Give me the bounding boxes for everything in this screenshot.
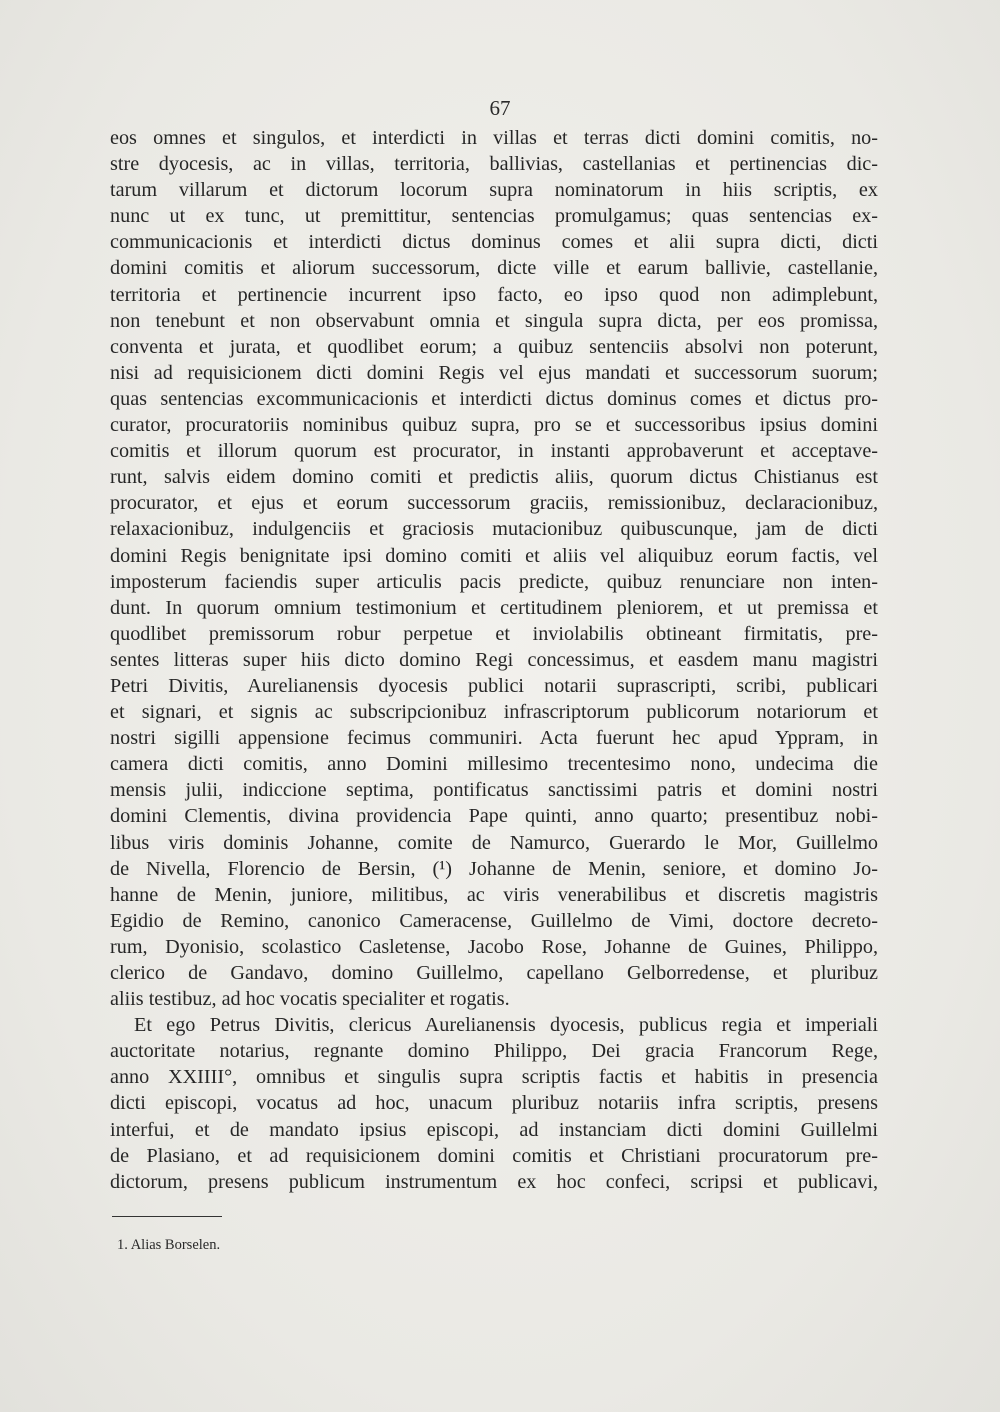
- text-line: Egidio de Remino, canonico Cameracense, Guillelmo de Vimi, doctore decreto-: [110, 909, 878, 932]
- text-line: dictorum, presens publicum instrumentum ex hoc confeci, scripsi et publicavi,: [110, 1170, 878, 1193]
- text-line: domini Clementis, divina providencia Pape quinti, anno quarto; presentibuz nobi-: [110, 805, 878, 828]
- text-line: stre dyocesis, ac in villas, territoria, ballivias, castellanias et pertinencias dic-: [110, 153, 878, 176]
- text-line: procurator, et ejus et eorum successorum graciis, remissionibuz, declaracionibuz,: [110, 492, 878, 515]
- text-line: quodlibet premissorum robur perpetue et inviolabilis obtineant firmitatis, pre-: [110, 622, 878, 645]
- text-line: clerico de Gandavo, domino Guillelmo, capellano Gelborredense, et pluribuz: [110, 962, 878, 984]
- text-line: interfui, et de mandato ipsius episcopi, ad instanciam dicti domini Guillelmi: [110, 1118, 878, 1141]
- text-line: camera dicti comitis, anno Domini millesimo trecentesimo nono, undecima die: [110, 753, 878, 776]
- body-text: [110, 125, 878, 1195]
- text-line: comitis et illorum quorum est procurator, in instanti approbaverunt et acceptave-: [110, 440, 878, 463]
- text-line: imposterum faciendis super articulis pacis predicte, quibuz renunciare non inten-: [110, 570, 878, 593]
- text-line: eos omnes et singulos, et interdicti in villas et terras dicti domini comitis, no-: [110, 127, 878, 149]
- text-line: anno XXIIII°, omnibus et singulis supra scriptis factis et habitis in presencia: [110, 1066, 878, 1089]
- text-line: quas sentencias excommunicacionis et interdicti dictus dominus comes et dictus pro-: [110, 387, 878, 410]
- text-line: rum, Dyonisio, scolastico Casletense, Jacobo Rose, Johanne de Guines, Philippo,: [110, 935, 878, 958]
- text-line: sentes litteras super hiis dicto domino Regi concessimus, et easdem manu magistri: [110, 648, 878, 671]
- text-line: domini comitis et aliorum successorum, dicte ville et earum ballivie, castellanie,: [110, 257, 878, 280]
- text-line: de Nivella, Florencio de Bersin, (¹) Johanne de Menin, seniore, et domino Jo-: [110, 857, 878, 880]
- text-line: nisi ad requisicionem dicti domini Regis vel ejus mandati et successorum suorum;: [110, 361, 878, 384]
- text-line: et signari, et signis ac subscripcionibuz infrascriptorum publicorum notariorum et: [110, 701, 878, 724]
- footnote-divider: [112, 1216, 222, 1217]
- text-line: runt, salvis eidem domino comiti et predictis aliis, quorum dictus Chistianus est: [110, 466, 878, 489]
- text-line: conventa et jurata, et quodlibet eorum; a quibuz sentenciis absolvi non poterunt,: [110, 335, 878, 358]
- text-line: relaxacionibuz, indulgenciis et graciosis mutacionibuz quibuscunque, jam de dicti: [110, 518, 878, 541]
- text-line: aliis testibuz, ad hoc vocatis specialiter et rogatis.: [110, 988, 510, 1011]
- text-line: curator, procuratoriis nominibus quibuz supra, pro se et successoribus ipsius domini: [110, 414, 878, 437]
- text-line: tarum villarum et dictorum locorum supra nominatorum in hiis scriptis, ex: [110, 179, 878, 202]
- page-number: 67: [489, 96, 511, 120]
- text-line: dicti episcopi, vocatus ad hoc, unacum pluribuz notariis infra scriptis, presens: [110, 1092, 878, 1115]
- text-line: libus viris dominis Johanne, comite de Namurco, Guerardo le Mor, Guillelmo: [110, 831, 878, 854]
- text-line: Petri Divitis, Aurelianensis dyocesis publici notarii suprascripti, scribi, publicari: [110, 674, 878, 697]
- text-line: territoria et pertinencie incurrent ipso facto, eo ipso quod non adimplebunt,: [110, 283, 878, 306]
- text-line: Et ego Petrus Divitis, clericus Aurelianensis dyocesis, publicus regia et imperiali: [134, 1014, 878, 1037]
- text-line: hanne de Menin, juniore, militibus, ac viris venerabilibus et discretis magistris: [110, 883, 878, 906]
- text-line: nostri sigilli appensione fecimus communiri. Acta fuerunt hec apud Yppram, in: [110, 727, 878, 750]
- text-line: non tenebunt et non observabunt omnia et singula supra dicta, per eos promissa,: [110, 309, 878, 332]
- text-line: nunc ut ex tunc, ut premittitur, sentencias promulgamus; quas sentencias ex-: [110, 205, 878, 228]
- text-line: domini Regis benignitate ipsi domino comiti et aliis vel aliquibuz eorum factis, vel: [110, 544, 878, 567]
- text-line: dunt. In quorum omnium testimonium et certitudinem pleniorem, et ut premissa et: [110, 596, 878, 619]
- footnote: 1. Alias Borselen.: [117, 1237, 221, 1253]
- text-line: mensis julii, indiccione septima, pontificatus sanctissimi patris et domini nostri: [110, 779, 878, 802]
- text-line: de Plasiano, et ad requisicionem domini comitis et Christiani procuratorum pre-: [110, 1144, 878, 1167]
- text-line: auctoritate notarius, regnante domino Philippo, Dei gracia Francorum Rege,: [110, 1040, 878, 1063]
- text-line: communicacionis et interdicti dictus dominus comes et alii supra dicti, dicti: [110, 231, 878, 254]
